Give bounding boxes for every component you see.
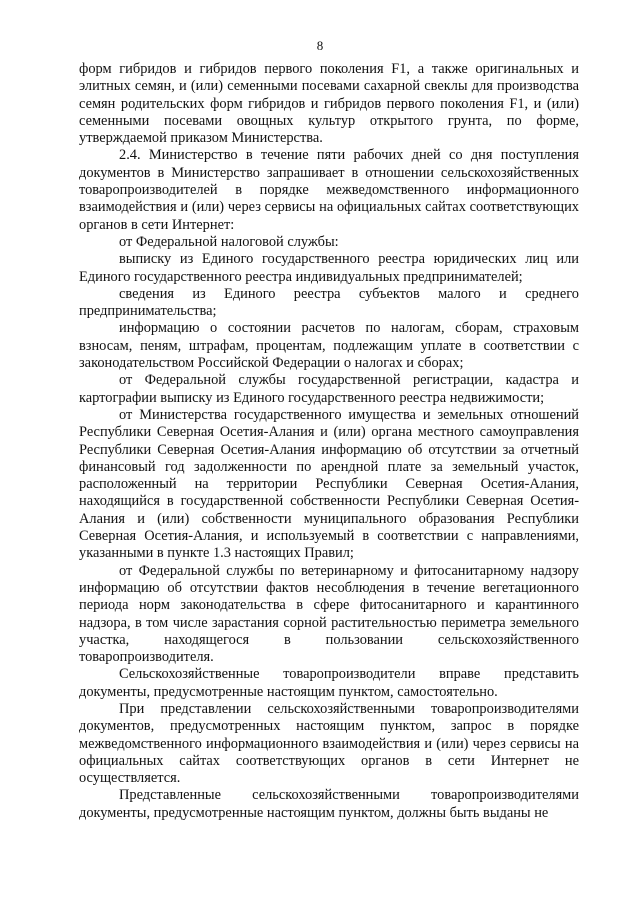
document-body [79, 61, 579, 822]
paragraph-2-4: 2.4. Министерство в течение пяти рабочих дней со дня поступления документов в Министерство запрашивает в отношении сельскохозяйственных товаропроизводителей в порядке межведомственного информационного взаимодействия и (или) через сервисы на официальных сайтах соответствующих органов в сети Интернет: [79, 147, 579, 233]
paragraph-submitted-documents: Представленные сельскохозяйственными товаропроизводителями документы, предусмотренные настоящим пунктом, должны быть выданы не [79, 787, 579, 821]
paragraph-self-submission: Сельскохозяйственные товаропроизводители вправе представить документы, предусмотренные настоящим пунктом, самостоятельно. [79, 666, 579, 700]
paragraph-rosreestr: от Федеральной службы государственной регистрации, кадастра и картографии выписку из Единого государственного реестра недвижимости; [79, 372, 579, 406]
paragraph-sme-registry: сведения из Единого реестра субъектов малого и среднего предпринимательства; [79, 285, 579, 320]
page-number: 8 [316, 38, 324, 53]
paragraph-rosselkhoznadzor: от Федеральной службы по ветеринарному и фитосанитарному надзору информацию об отсутствии фактов несоблюдения в течение вегетационного периода норм законодательства в сфере фитосанитарного и карантинного надзора, в том числе зарастания сорной растительностью периметра земельного участка, находящегося в пользовании сельскохозяйственного товаропроизводителя. [79, 562, 579, 666]
paragraph-tax-service: от Федеральной налоговой службы: [119, 233, 339, 250]
paragraph-extract-registry: выписку из Единого государственного реестра юридических лиц или Единого государственного реестра индивидуальных предпринимателей; [79, 251, 579, 285]
paragraph-property-ministry: от Министерства государственного имущества и земельных отношений Республики Северная Осетия-Алания и (или) органа местного самоуправления Республики Северная Осетия-Алания информацию об отсутствии за отчетный финансовый год задолженности по арендной плате за земельный участок, расположенный на территории Республики Северная Осетия-Алания, находящийся в государственной собственности Республики Северная Осетия-Алания и (или) собственности муниципального образования Республики Северная Осетия-Алания, и используемый в соответствии с направлениями, указанными в пункте 1.3 настоящих Правил; [79, 406, 579, 562]
paragraph-no-request: При представлении сельскохозяйственными товаропроизводителями документов, предусмотренных настоящим пунктом, запрос в порядке межведомственного информационного взаимодействия и (или) через сервисы на официальных сайтах соответствующих органов в сети Интернет не осуществляется. [79, 700, 579, 787]
paragraph-continuation: форм гибридов и гибридов первого поколения F1, а также оригинальных и элитных семян, и (или) семенными посевами сахарной свеклы для производства семян родительских форм гибридов и гибридов первого поколения F1, и (или) семенными посевами овощных культур открытого грунта, по форме, утверждаемой приказом Министерства. [79, 61, 579, 147]
paragraph-tax-settlements: информацию о состоянии расчетов по налогам, сборам, страховым взносам, пеням, штрафам, процентам, подлежащим уплате в соответствии с законодательством Российской Федерации о налогах и сборах; [79, 320, 579, 372]
